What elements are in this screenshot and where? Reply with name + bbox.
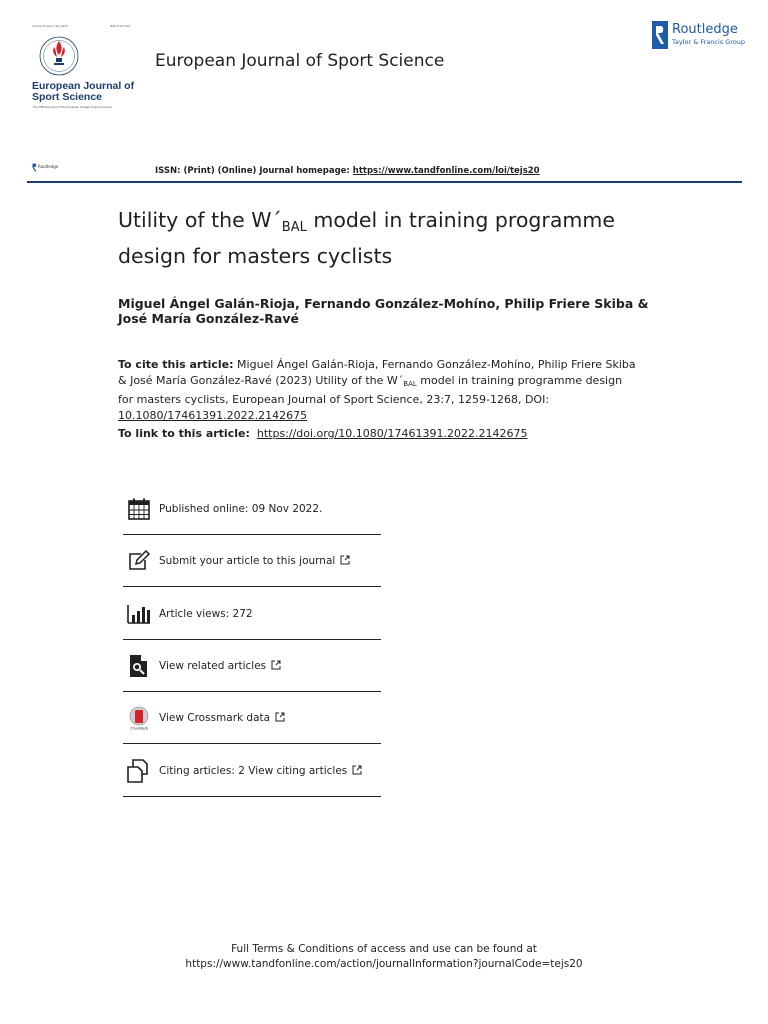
- article-title: [118, 206, 678, 271]
- article-views-count: Article views: 272: [159, 608, 253, 620]
- edit-icon: [127, 549, 151, 573]
- crossmark-icon-text: CrossMark: [130, 726, 148, 730]
- journal-logo-name: European Journal of Sport Science: [32, 80, 135, 103]
- journal-name: European Journal of Sport Science: [155, 51, 445, 71]
- small-publisher-label: Routledge: [38, 164, 59, 169]
- journal-logo-volume: Volume 23 Issue 7 July 2023: [32, 25, 68, 28]
- bar-chart-icon: [127, 602, 151, 626]
- journal-logo-issn: ISSN 1746-1391: [110, 25, 131, 28]
- article-views-row: [123, 588, 381, 640]
- crossmark-row[interactable]: [123, 692, 381, 744]
- citation-text-2: model in training programme design for masters cyclists, European Journal of Sport Science, 23:7, 1259-1268, DOI:: [118, 373, 623, 406]
- citation-doi-link[interactable]: 10.1080/17461391.2022.2142675: [118, 408, 308, 422]
- citation-block: [118, 357, 638, 423]
- issn-prefix: ISSN: (Print) (Online) Journal homepage:: [155, 166, 353, 176]
- routledge-small-icon: [32, 163, 37, 172]
- submit-article-label: Submit your article to this journal: [159, 555, 336, 567]
- footer-line-1: Full Terms & Conditions of access and use can be found at: [231, 943, 537, 955]
- crossmark-label: View Crossmark data: [159, 712, 271, 724]
- journal-logo: [30, 24, 140, 118]
- citation-text-1: Miguel Ángel Galán-Rioja, Fernando González-Mohíno, Philip Friere Skiba & José María González-Ravé (2023) Utility of the W´: [118, 358, 636, 387]
- citation-subscript: BAL: [403, 379, 417, 388]
- article-doi-url[interactable]: https://doi.org/10.1080/17461391.2022.2142675: [256, 427, 528, 440]
- title-subscript: BAL: [281, 220, 307, 235]
- citing-articles-link[interactable]: [159, 765, 362, 777]
- related-articles-row[interactable]: [123, 640, 381, 692]
- publisher-name: Routledge: [672, 22, 738, 37]
- header-divider: [27, 181, 742, 183]
- publisher-subtitle: Taylor & Francis Group: [672, 38, 746, 46]
- citing-documents-icon: [127, 759, 151, 783]
- small-publisher-logo: [32, 163, 66, 175]
- external-link-icon: [352, 765, 362, 775]
- submit-article-link[interactable]: [159, 555, 350, 567]
- ecss-emblem-icon: [38, 33, 80, 79]
- article-link-label: To link to this article:: [118, 427, 250, 440]
- journal-homepage-link[interactable]: https://www.tandfonline.com/loi/tejs20: [352, 166, 540, 176]
- related-articles-label: View related articles: [159, 660, 267, 672]
- publisher-logo[interactable]: [652, 20, 744, 50]
- row-divider: [123, 586, 381, 587]
- document-search-icon: [127, 654, 151, 678]
- crossmark-link[interactable]: [159, 712, 285, 724]
- title-part-1: Utility of the W´: [118, 208, 282, 232]
- external-link-icon: [340, 555, 350, 565]
- journal-logo-tagline: The Official Journal of the European College of Sport Science: [33, 106, 112, 109]
- issn-line: [155, 166, 540, 176]
- external-link-icon: [271, 660, 281, 670]
- citation-label: To cite this article:: [118, 358, 234, 371]
- calendar-icon: [127, 497, 151, 521]
- article-link-line: [118, 427, 527, 440]
- row-divider: [123, 796, 381, 797]
- crossmark-icon: [127, 706, 151, 730]
- published-date: Published online: 09 Nov 2022.: [159, 503, 323, 515]
- published-row: [123, 483, 381, 535]
- footer-terms: [0, 942, 768, 972]
- citing-articles-label: Citing articles: 2 View citing articles: [159, 765, 348, 777]
- related-articles-link[interactable]: [159, 660, 281, 672]
- submit-article-row[interactable]: [123, 535, 381, 587]
- footer-terms-link[interactable]: https://www.tandfonline.com/action/journalInformation?journalCode=tejs20: [185, 958, 583, 970]
- title-part-2: model in training programme design for masters cyclists: [118, 208, 615, 268]
- article-authors: Miguel Ángel Galán-Rioja, Fernando González-Mohíno, Philip Friere Skiba & José María González-Ravé: [118, 296, 649, 326]
- routledge-r-icon: [652, 21, 668, 49]
- external-link-icon: [275, 712, 285, 722]
- row-divider: [123, 743, 381, 744]
- citing-articles-row[interactable]: [123, 745, 381, 797]
